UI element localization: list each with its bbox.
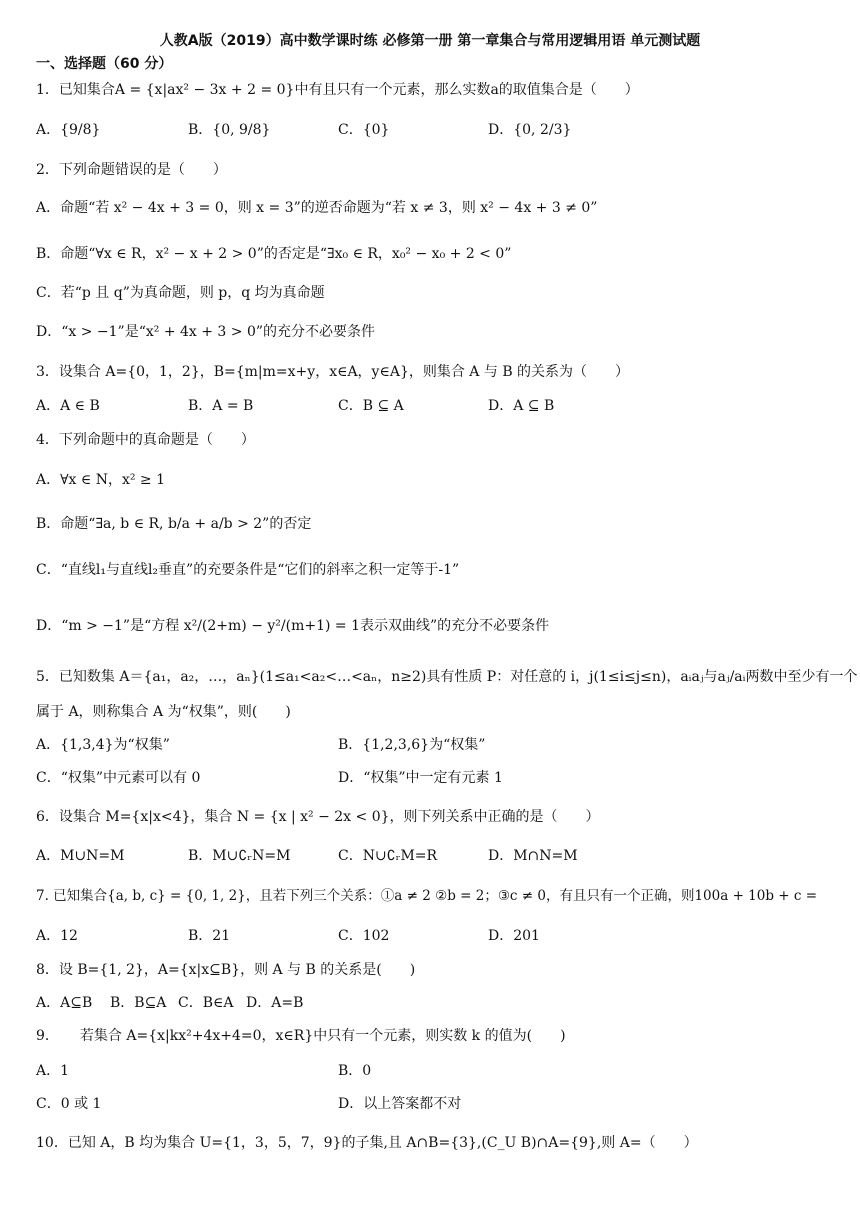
question-7-stem: 7. 已知集合{a, b, c} = {0, 1, 2}，且若下列三个关系：①a ≠ 2 ②b = 2；③c ≠ 0，有且只有一个正确，则100a + 10b + c =: [36, 888, 818, 904]
question-8-stem: 8．设 B={1, 2}，A={x|x⊆B}，则 A 与 B 的关系是( ): [36, 962, 416, 978]
q7-option-d: D．201: [488, 928, 540, 944]
q1-option-a: A．{9/8}: [36, 122, 101, 138]
q5-option-d: D．“权集”中一定有元素 1: [338, 770, 503, 786]
question-5-stem-continued: 属于 A，则称集合 A 为“权集”，则( ): [36, 704, 291, 720]
q4-option-b: B．命题“∃a, b ∈ R, b/a + a/b > 2”的否定: [36, 516, 312, 532]
q8-option-c: C．B∈A: [178, 995, 234, 1011]
q7-option-b: B．21: [188, 928, 231, 944]
q1-option-d: D．{0, 2/3}: [488, 122, 572, 138]
document-title: 人教A版（2019）高中数学课时练 必修第一册 第一章集合与常用逻辑用语 单元测试题: [159, 33, 701, 49]
q2-option-a: A．命题“若 x² − 4x + 3 = 0，则 x = 3”的逆否命题为“若 x ≠ 3，则 x² − 4x + 3 ≠ 0”: [36, 200, 598, 216]
q3-option-a: A．A ∈ B: [36, 398, 100, 414]
q2-option-d: D．“x > −1”是“x² + 4x + 3 > 0”的充分不必要条件: [36, 324, 376, 340]
q8-option-a: A．A⊆B: [36, 995, 93, 1011]
section-heading: 一、选择题（60 分）: [36, 56, 173, 72]
q3-option-c: C．B ⊆ A: [338, 398, 404, 414]
q8-option-d: D．A=B: [246, 995, 304, 1011]
question-3-stem: 3．设集合 A={0，1，2}，B={m|m=x+y，x∈A，y∈A}，则集合 A 与 B 的关系为（ ）: [36, 364, 630, 380]
q9-option-d: D．以上答案都不对: [338, 1096, 462, 1112]
q8-option-b: B．B⊆A: [110, 995, 167, 1011]
q7-option-c: C．102: [338, 928, 390, 944]
q1-option-b: B．{0, 9/8}: [188, 122, 271, 138]
q4-option-a: A．∀x ∈ N，x² ≥ 1: [36, 472, 166, 488]
q3-option-d: D．A ⊆ B: [488, 398, 555, 414]
question-5-stem: 5．已知数集 A＝{a₁，a₂，…，aₙ}(1≤a₁<a₂<…<aₙ，n≥2)具有性质 P：对任意的 i，j(1≤i≤j≤n)，aᵢaⱼ与aⱼ/aᵢ两数中至少有一个: [36, 669, 858, 685]
q6-option-c: C．N∪∁ᵣM=R: [338, 848, 438, 864]
q6-option-d: D．M∩N=M: [488, 848, 578, 864]
question-2-stem: 2．下列命题错误的是（ ）: [36, 162, 227, 178]
q3-option-b: B．A = B: [188, 398, 254, 414]
q5-option-c: C．“权集”中元素可以有 0: [36, 770, 201, 786]
question-6-stem: 6．设集合 M={x|x<4}，集合 N = {x | x² − 2x < 0}，则下列关系中正确的是（ ）: [36, 809, 600, 825]
question-10-stem: 10．已知 A，B 均为集合 U={1，3，5，7，9}的子集,且 A∩B={3},(C_U B)∩A={9},则 A=（ ）: [36, 1135, 698, 1151]
question-1-stem: 1．已知集合A = {x|ax² − 3x + 2 = 0}中有且只有一个元素，那么实数a的取值集合是（ ）: [36, 82, 639, 98]
q6-option-a: A．M∪N=M: [36, 848, 125, 864]
q4-option-c: C．“直线l₁与直线l₂垂直”的充要条件是“它们的斜率之积一定等于-1”: [36, 562, 460, 578]
q9-option-c: C．0 或 1: [36, 1096, 102, 1112]
q5-option-b: B．{1,2,3,6}为“权集”: [338, 737, 486, 753]
q9-option-a: A．1: [36, 1063, 70, 1079]
q1-option-c: C．{0}: [338, 122, 390, 138]
q6-option-b: B．M∪∁ᵣN=M: [188, 848, 291, 864]
q9-option-b: B．0: [338, 1063, 372, 1079]
q5-option-a: A．{1,3,4}为“权集”: [36, 737, 170, 753]
q4-option-d: D．“m > −1”是“方程 x²/(2+m) − y²/(m+1) = 1表示双曲线”的充分不必要条件: [36, 618, 550, 634]
q2-option-b: B．命题“∀x ∈ R，x² − x + 2 > 0”的否定是“∃x₀ ∈ R，x₀² − x₀ + 2 < 0”: [36, 246, 512, 262]
q2-option-c: C．若“p 且 q”为真命题，则 p，q 均为真命题: [36, 285, 325, 301]
question-9-stem: 9． 若集合 A={x|kx²+4x+4=0，x∈R}中只有一个元素，则实数 k 的值为( ): [36, 1028, 566, 1044]
question-4-stem: 4．下列命题中的真命题是（ ）: [36, 432, 255, 448]
q7-option-a: A．12: [36, 928, 78, 944]
